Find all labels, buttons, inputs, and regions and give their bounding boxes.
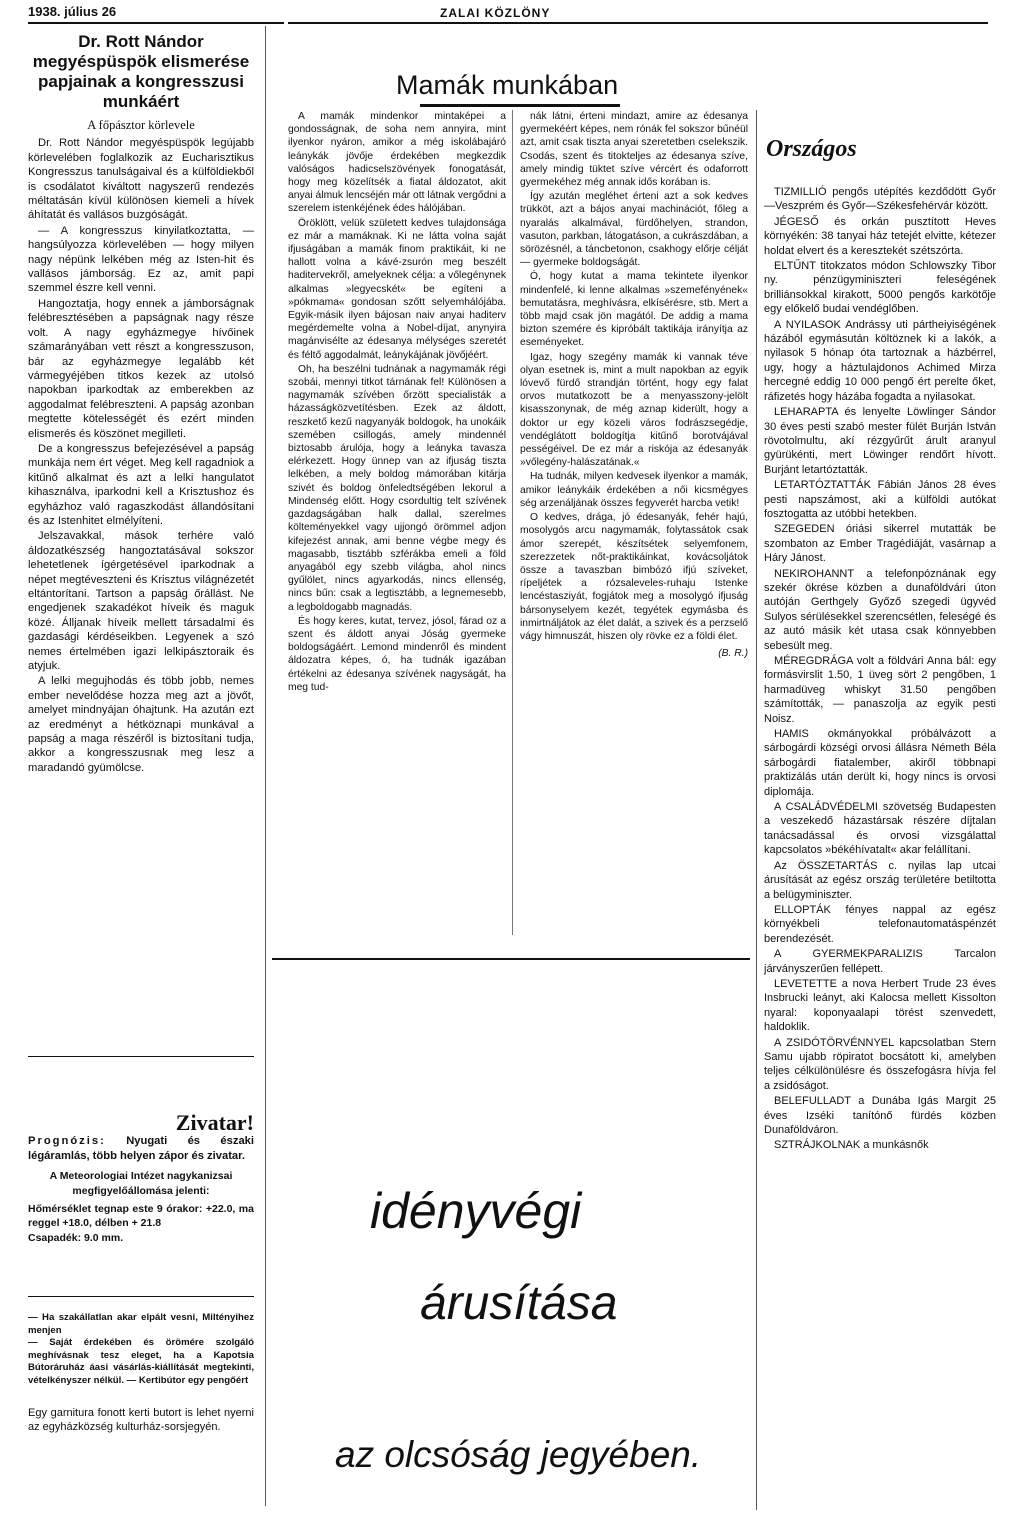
forecast-label: Prognózis: xyxy=(28,1135,106,1148)
header-rule-left xyxy=(28,22,284,24)
news-item: ELTŰNT titokzatos módon Schlowszky Tibor ny. pénzügyminiszteri feleségének brilliánsokkal kirakott, 5000 pengős karkötője egy előkelő budai vendéglőben. xyxy=(764,260,996,316)
news-item: BELEFULLADT a Dunába Igás Margit 25 éves Izséki tanítónő fürdés közben Dunaföldváron. xyxy=(764,1095,996,1136)
news-item: Az ÖSSZETARTÁS c. nyilas lap utcai árusítását az egész ország területére betiltotta a belügyminiszter. xyxy=(764,859,996,901)
weather-institute: A Meteorologiai Intézet nagykanizsai megfigyelőállomása jelenti: xyxy=(49,1170,233,1197)
mid-paragraph: Ha tudnák, milyen kedvesek ilyenkor a mamák, amikor leánykáik érdekében a női kicsmégyes ség arzenáljának összes fegyverét harcba vetik! xyxy=(520,471,748,509)
right-column-rule xyxy=(756,110,757,1510)
news-item: MÉREGDRÁGA volt a földvári Anna bál: egy formásvirslit 1.50, 1 üveg sört 2 pengőben, 1 harmadüveg whiskyt 31.50 pengőben számították, — panaszolja az egyik pesti Noisz. xyxy=(764,655,996,725)
left-paragraph: Jelszavakkal, mások terhére való áldozatkészség hangoztatásával sokszor lehetetlenek ígérgetésével iparkodnak a népet megtéveszteni és Krisztus világnézetét eltántorítani. Tartson a papság őrállást. Ne engedjenek szakadékot híveik és maguk közé. Álljanak híveik mellett társadalmi és gazdasági kérdéseikben. Legyenek a szó nemes értelmében igazi lelkipásztoraik és atyjuk. xyxy=(28,530,254,673)
news-item: SZTRÁJKOLNAK a munkásnők xyxy=(774,1139,929,1152)
right-column-news xyxy=(764,185,996,1154)
right-column-heading: Országos xyxy=(766,136,857,162)
mid-paragraph: És hogy keres, kutat, tervez, jósol, fárad oz a szent és áldott anyai Jóság gyermeke boldogságáért. Lemond mindenről és mindent áldozatra képes, ó, ha tudnák igazában értékelni az édesanya szívének nagyságát, ha meg tud- xyxy=(288,615,506,693)
left-article-title: Dr. Rott Nándor megyéspüspök elismerése papjainak a kongresszusi munkáért xyxy=(32,32,250,111)
left-divider xyxy=(28,1056,254,1057)
news-item: A ZSIDÓTÖRVÉNNYEL kapcsolatban Stern Samu ujabb röpiratot bocsátott ki, amelyben teljes célkülönülésre és összefogásra hívja fel a zsidóságot. xyxy=(764,1036,996,1092)
left-article-subtitle: A főpásztor körlevele xyxy=(87,118,195,132)
sale-ad-line3: az olcsóság jegyében. xyxy=(335,1434,702,1475)
mid-paragraph: Oh, ha beszélni tudnának a nagymamák régi szobái, mennyi titkot tárnának fel! Különösen a nagymamák szívében őrzött specialisták a házasságközvetítésben. Ezek az áldott, reszkető kezű nagyanyák boldogok, ha unokáik szemében csillogás, amely mindennél biztosabb árulója, hogy a leányka tavasza elérkezett. Hogy ünnep van az ifjuság tiszta lelkében, a mely boldog mámorában kitárja szivét és boldog önfeledtségében lekorul a Mindenség előtt. Hogy csordultig telt szívének gazdagságában halk dallal, szerelmes költeményekkel vagy ujjongó örömmel adjon kifejezést annak, ami benne végbe megy és magasabb, tisztább szférákba emeli a föld anyagából egy szebb világba, ahol nincs gyűlölet, nincs agyarkodás, nincs ellenség, nincs bűn: csak a legtisztább, a legnemesebb, a legboldogabb magnadás. xyxy=(288,363,506,613)
small-ad: Egy garnitura fonott kerti butort is lehet nyerni az egyházközség kulturház-sorsjegyén. xyxy=(28,1406,254,1433)
forecast-text: Nyugati és északi légáramlás, több helyen zápor és zivatar. xyxy=(28,1135,254,1162)
news-item: A CSALÁDVÉDELMI szövetség Budapesten a veszekedő házastársak részére díjtalan tanácsadással és orvosi vizsgálattal kapcsolatos »békéhívatalt« akar felállítani. xyxy=(764,801,996,857)
mid-paragraph: Öröklött, velük született kedves tulajdonsága ez már a mamáknak. Ki ne látta volna saját ifjuságában a mamák finom praktikáit, ki ne hallott volna a kávé-zsurón meg beszélt haditervekről, amelyeknek célja: a vőlegénynek alkalmas »legyecskét« be egíteni a »pókmama« gondosan szőtt selyemhálójába. Egyik-másik ilyen bájosan naiv anyai haditerv megérdemelte volna a Nobel-díjat, anynyira magánvisélte az édesanya mélységes szeretét és féltő aggodalmát, leánykájának jövőjéért. xyxy=(288,217,506,361)
small-ad: — Saját érdekében és örömére szolgáló meghívásnak tesz eleget, ha a Kapotsia Bútoráruház áasi vásárlás-kiállítását megtekinti, vételkényszer nélkül. — Kertibútor egy pengőért xyxy=(28,1337,254,1386)
mid-bottom-rule xyxy=(272,958,750,960)
news-item: HAMIS okmányokkal próbálvázott a sárbogárdi községi orvosi állásra Németh Béla sárbogárdi fiatalember, akiről többnapi praktizálás után derült ki, hogy nincs is orvosi diplomája. xyxy=(764,728,996,798)
left-paragraph: — A kongresszus kinyilatkoztatta, — hangsúlyozza körlevelében — hogy milyen nagy népünk lelkében még az Isten-hit és vallásos jámborság. Ez az, amit papi szemmel észre kell venni. xyxy=(28,224,254,295)
mid-article-signature: (B. R.) xyxy=(718,648,748,660)
weather-divider xyxy=(28,1296,254,1297)
mid-paragraph: O kedves, drága, jó édesanyák, fehér hajú, mosolygós arcu nagymamák, folytassátok csak ámor szerepét, készítsétek selyemfonem, szerezzetek nőt-praktikáinkat, kovácsoljátok össze a tavaszban bimbózó ifjú szíveket, rípeljétek a rózsaleveles-ruhaju Istenke lencéstasziyát, fogjátok meg a mosolygó ifjuság bársonyselyem kezét, tegyétek egymásba és inmirtnáljátok az élet dalát, a szivek és a perzselő vágy himnuszát, hiszen oly rövke ez a földi élet. xyxy=(520,512,748,642)
news-item: SZEGEDEN óriási sikerrel mutatták be szombaton az Ember Tragédiáját, vasárnap a Háry Jánost. xyxy=(764,523,996,565)
mid-paragraph: nák látni, érteni mindazt, amire az édesanya gyermekéért képes, nem rónák fel sokszor bűnéül azt, amit csak tiszta anyai szeretetben cselekszik. Csodás, szent és titokteljes az édesanya szíve, amely mindig tüktet szíve vércért és odaforrott gyermekéhez még annak idős korában is. xyxy=(520,111,748,189)
issue-date: 1938. július 26 xyxy=(28,4,117,19)
news-item: A NYILASOK Andrássy uti pártheiyiségének házából egymásután költöznek ki a lakók, a nyilasok 5 hónap óta tartoznak a házbérrel, ugy, hogy a háztulajdonos Achimed Mirza hercegné eddig 10 000 pengő ért perelte őket, ráfizetés hogy házába fogadta a nyilasokat. xyxy=(764,318,996,403)
mid-paragraph: Igaz, hogy szegény mamák ki vannak téve olyan esetnek is, mint a mult napokban az egyik lóvevő fürdő strandján történt, hogy egy falat orvos mutatkozott be a menyasszony-jelölt kisasszonynak, de még aznap kiderült, hogy a doktor ur egy közeli város fodrászsegédje, vendéglátott boldogítja kitűnő borotvájával pességéivel. De ez már a riskója az édesanyák »vőlegény-halászatának.« xyxy=(520,351,748,469)
column-rule xyxy=(265,26,266,1506)
small-ads xyxy=(28,1312,254,1434)
mid-paragraph: Így azután megléhet érteni azt a sok kedves trükköt, azt a bájos anyai machinációt, főleg a nyaralás alkalmával, fürdőhelyen, strandon, vasuton, parkban, látogatáson, a cukrászdában, a sörözésnél, a táncbetonon, csakhogy előrje célját — gyermeke boldogságát. xyxy=(520,191,748,269)
weather-rain: Csapadék: 9.0 mm. xyxy=(28,1231,124,1244)
mid-article-title: Mamák munkában xyxy=(396,70,619,100)
weather-box xyxy=(28,1110,254,1245)
small-ad: — Ha szakállatlan akar elpált vesni, Miltényihez menjen xyxy=(28,1312,254,1336)
news-item: LETARTÓZTATTÁK Fábián János 28 éves pesti napszámost, aki a külföldi autókat fosztogatta az utóbbi hetekben. xyxy=(764,479,996,520)
mid-article-col-b xyxy=(520,110,748,660)
left-paragraph: A lelki megujhodás és több jobb, nemes ember nevelődése hozza meg azt a jövőt, amelyet mindnyájan óhajtunk. Ha azután ezt az eredményt a hétköznapi munkával a papság a maga részéről is biztosítani tudja, akkor a kongresszusnak meg lesz a maradandó gyümölcse. xyxy=(28,675,254,774)
left-paragraph: Dr. Rott Nándor megyéspüspök legújabb körlevelében foglalkozik az Eucharisztikus Kongresszus tanulságaival és a külföldiekből is csodálatot kiváltott nagyszerű rendezés méltatásán kívül különösen kiemeli a hívek áhítatát és vallásos buzgóságát. xyxy=(28,137,254,222)
left-article xyxy=(28,32,254,776)
news-item: LEVETETTE a nova Herbert Trude 23 éves Insbrucki leányt, aki Kalocsa mellett Kissolton nyaral: koponyaalapi törést szenvedett, haldoklik. xyxy=(764,977,996,1034)
weather-title: Zivatar! xyxy=(175,1110,254,1135)
news-item: NEKIROHANNT a telefonpóznának egy szekér ökrése közben a dunaföldvári úton autóján Gerthgely Győző szegedi ügyvéd Sulyos sérülésekkel szerencsétlen, feleségé és az autó másik két utasa csak könnyebben sebesült meg. xyxy=(764,567,996,652)
news-item: LEHARAPTA és lenyelte Löwlinger Sándor 30 éves pesti szabó mester fülét Burján István rövotolmultu, akí rézgyűrűt árult aranyul gyürükénti, mert Löwinger rendőrt hívott. Burjánt letartóztatták. xyxy=(764,406,996,476)
mid-paragraph: A mamák mindenkor mintaképei a gondosságnak, de soha nem annyira, mint ilyenkor nyáron, amikor a még iskolábajáró leánykák jövője érdekében megkezdik valóságos hadicselszövények fonogatását, hogy meg közelítsék a fiatal áldozatot, akit anyai álmuk lencséjén már ott látnak vergődni a szerelem istenkéjének édes hálójában. xyxy=(288,111,506,215)
newspaper-name: ZALAI KÖZLÖNY xyxy=(440,6,551,20)
news-item: TIZMILLIÓ pengős utépítés kezdődött Győr—Veszprém és Győr—Székesfehérvár között. xyxy=(764,186,996,213)
news-item: ELLOPTÁK fényes nappal az egész környékbeli telefonautomatáspénzét berendezését. xyxy=(764,903,996,945)
news-item: A GYERMEKPARALIZIS Tarcalon járványszerűen fellépett. xyxy=(764,948,996,975)
mid-article-col-a xyxy=(288,110,506,695)
sale-ad-line1: idényvégi xyxy=(370,1183,582,1239)
news-item: JÉGESŐ és orkán pusztított Heves környékén: 38 tanyai ház tetejét elvitte, kétezer holdat elvert és a keresztekét szétszórta. xyxy=(764,215,996,257)
left-paragraph: De a kongresszus befejezésével a papság munkája nem ért véget. Meg kell ragadniok a kitűnő alkalmat és azt a lelki hangulatot kihasználva, iparkodni kell a Krisztushoz és egyházhoz való ragaszkodást állandósítani és az Istenhitet elmélyíteni. xyxy=(28,442,254,527)
weather-temperature: Hőmérséklet tegnap este 9 órakor: +22.0, ma reggel +18.0, délben + 21.8 xyxy=(28,1203,254,1230)
mid-paragraph: Ó, hogy kutat a mama tekintete ilyenkor mindenfelé, ki lenne alkalmas »szemefényének« bemutatásra, meghívásra, elkísérésre, stb. Mert a több majd csak jön magától. De addig a mama bizton szemére és kipróbált taktikája irányítja az eseményeket. xyxy=(520,271,748,349)
sale-ad-line2: árusítása xyxy=(420,1277,618,1330)
header-rule-right xyxy=(288,22,988,24)
left-paragraph: Hangoztatja, hogy ennek a jámborságnak felébresztésében a papságnak nagy része volt. A nagy egyházmegye hívőinek számarányában vett részt a kongresszuson, bár az egyházmegye legalább két vármegyéjében titkos kezek az utolsó napokban iparkodtak az emberekben az aggodalmat felébreszteni. A papság azonban megtette kötelességét és ezért minden elismerés és köszönet megilleti. xyxy=(28,297,254,440)
mid-col-rule xyxy=(512,110,513,935)
title-underline xyxy=(420,104,620,107)
